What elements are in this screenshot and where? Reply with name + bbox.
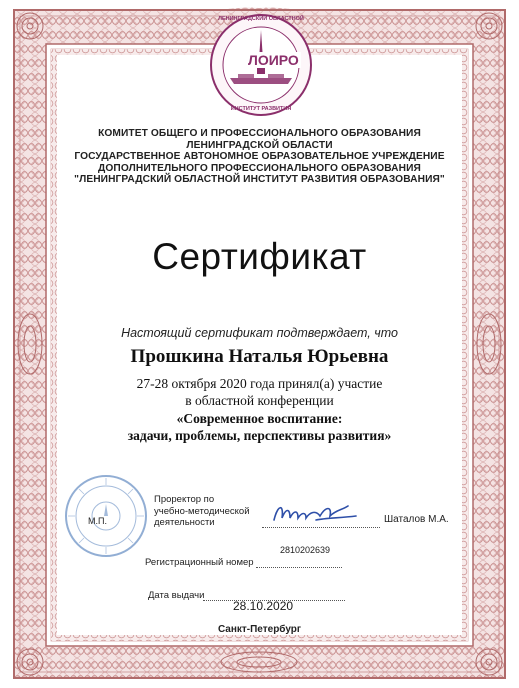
registration-label: Регистрационный номер <box>145 557 254 568</box>
recipient-name: Прошкина Наталья Юрьевна <box>130 346 389 367</box>
logo-text: ЛОИРО <box>248 52 299 68</box>
header-line-2: ЛЕНИНГРАДСКОЙ ОБЛАСТИ <box>186 139 333 151</box>
registration-number: 2810202639 <box>280 545 331 555</box>
intro-text: Настоящий сертификат подтверждает, что <box>121 326 398 340</box>
header-block <box>0 128 519 186</box>
stamp-label: М.П. <box>88 516 107 526</box>
certificate-title: Сертификат <box>152 236 367 277</box>
header-line-4: ДОПОЛНИТЕЛЬНОГО ПРОФЕССИОНАЛЬНОГО ОБРАЗОВАНИЯ <box>98 162 421 174</box>
logo-ring-bottom: ИНСТИТУТ РАЗВИТИЯ <box>230 106 292 112</box>
logo-ring-top: ЛЕНИНГРАДСКИЙ ОБЛАСТНОЙ <box>218 16 304 22</box>
issue-date: 28.10.2020 <box>233 599 294 613</box>
registration-line <box>256 567 342 568</box>
signer-position-line-2: учебно-методической <box>154 505 250 517</box>
signer-name: Шаталов М.А. <box>384 514 449 525</box>
body-line-2: в областной конференции <box>185 393 334 408</box>
loiro-logo <box>208 12 314 118</box>
signature-icon <box>270 498 360 528</box>
signer-position-line-1: Проректор по <box>154 494 215 505</box>
body-line-1: 27-28 октября 2020 года принял(а) участие <box>136 376 383 391</box>
signer-position <box>154 494 250 529</box>
city: Санкт-Петербург <box>217 624 302 635</box>
header-line-3: ГОСУДАРСТВЕННОЕ АВТОНОМНОЕ ОБРАЗОВАТЕЛЬНОЕ УЧРЕЖДЕНИЕ <box>74 151 445 163</box>
conference-title-line-2: задачи, проблемы, перспективы развития» <box>127 428 392 443</box>
signer-position-line-3: деятельности <box>154 517 215 528</box>
conference-title-line-1: «Современное воспитание: <box>176 411 343 426</box>
header-line-5: "ЛЕНИНГРАДСКИЙ ОБЛАСТНОЙ ИНСТИТУТ РАЗВИТИЯ ОБРАЗОВАНИЯ" <box>74 174 445 186</box>
header-line-1: КОМИТЕТ ОБЩЕГО И ПРОФЕССИОНАЛЬНОГО ОБРАЗОВАНИЯ <box>98 128 421 139</box>
round-stamp <box>64 474 148 558</box>
issue-date-label: Дата выдачи <box>148 590 205 601</box>
handwritten-signature <box>270 498 360 533</box>
